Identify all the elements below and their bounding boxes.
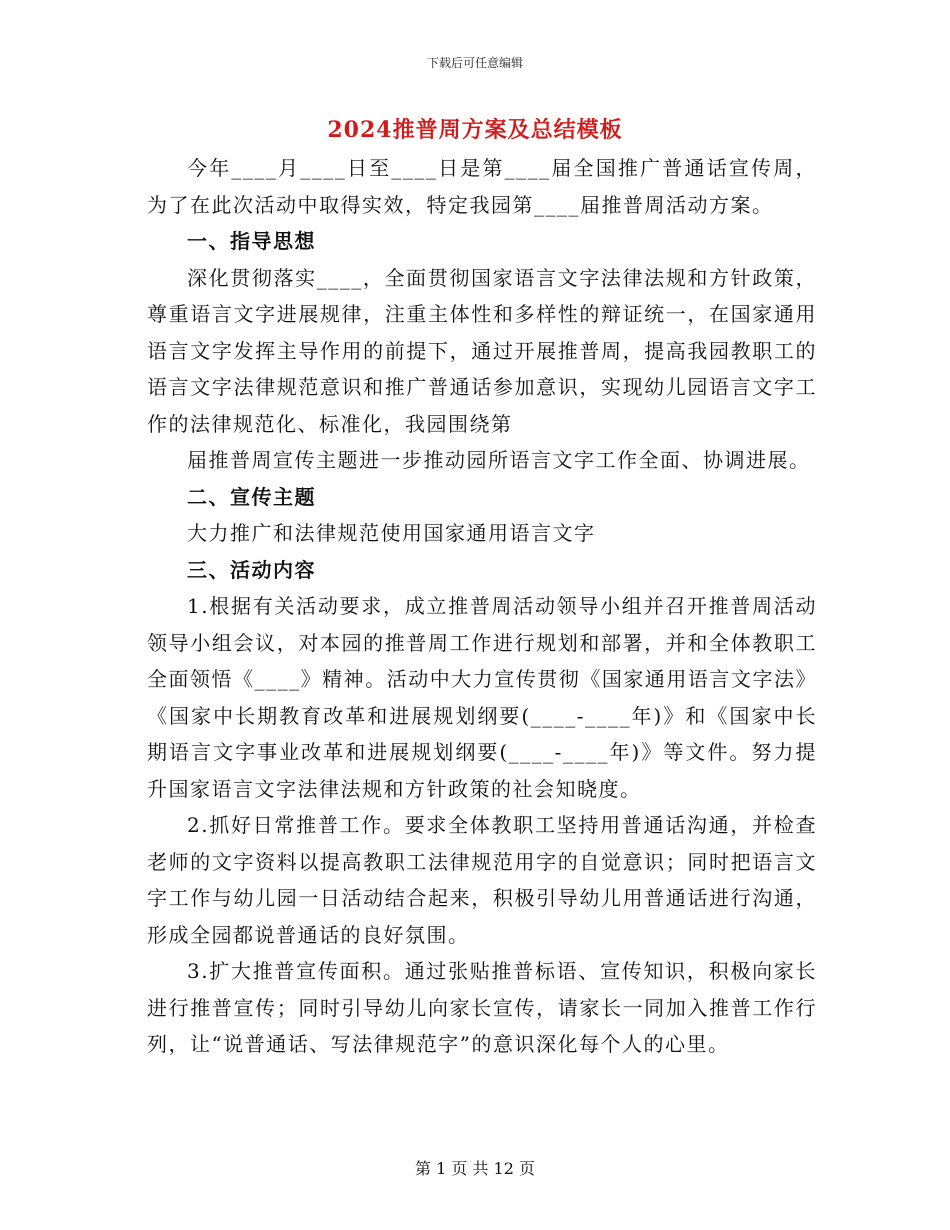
document-body (147, 150, 817, 1063)
section-heading-activity-content: 三、活动内容 (187, 557, 316, 582)
intro-paragraph: 今年____月____日至____日是第____届全国推广普通话宣传周，为了在此次活动中取得实效，特定我园第____届推普周活动方案。 (147, 156, 817, 217)
theme-continuation-paragraph: 届推普周宣传主题进一步推动园所语言文字工作全面、协调进展。 (187, 448, 811, 472)
activity-item-2: 2.抓好日常推普工作。要求全体教职工坚持用普通话沟通，并检查老师的文字资料以提高教职工法律规范用字的自觉意识；同时把语言文字工作与幼儿园一日活动结合起来，积极引导幼儿用普通话进行沟通，形成全园都说普通话的良好氛围。 (147, 813, 817, 947)
section-heading-guiding-ideology: 一、指导思想 (187, 229, 316, 253)
page-footer: 第 1 页 共 12 页 (415, 1159, 535, 1178)
activity-item-1: 1.根据有关活动要求，成立推普周活动领导小组并召开推普周活动领导小组会议，对本园的推普周工作进行规划和部署，并和全体教职工全面领悟《____》精神。活动中大力宣传贯彻《国家通用语言文字法》《国家中长期教育改革和进展规划纲要(____-____年)》和《国家中长期语言文字事业改革和进展规划纲要(____-____年)》等文件。努力提升国家语言文字法律法规和方针政策的社会知晓度。 (147, 594, 817, 801)
guiding-ideology-paragraph: 深化贯彻落实____，全面贯彻国家语言文字法律法规和方针政策，尊重语言文字进展规律，注重主体性和多样性的辩证统一，在国家通用语言文字发挥主导作用的前提下，通过开展推普周，提高我园教职工的语言文字法律规范意识和推广普通话参加意识，实现幼儿园语言文字工作的法律规范化、标准化，我园围绕第 (147, 265, 817, 436)
publicity-theme-paragraph: 大力推广和法律规范使用国家通用语言文字 (187, 521, 596, 545)
activity-item-3: 3.扩大推普宣传面积。通过张贴推普标语、宣传知识，积极向家长进行推普宣传；同时引导幼儿向家长宣传，请家长一同加入推普工作行列，让“说普通话、写法律规范字”的意识深化每个人的心里。 (147, 959, 817, 1056)
page-header: 下载后可任意编辑 (426, 56, 523, 70)
document-title: 2024推普周方案及总结模板 (327, 117, 623, 143)
section-heading-publicity-theme: 二、宣传主题 (187, 484, 316, 509)
